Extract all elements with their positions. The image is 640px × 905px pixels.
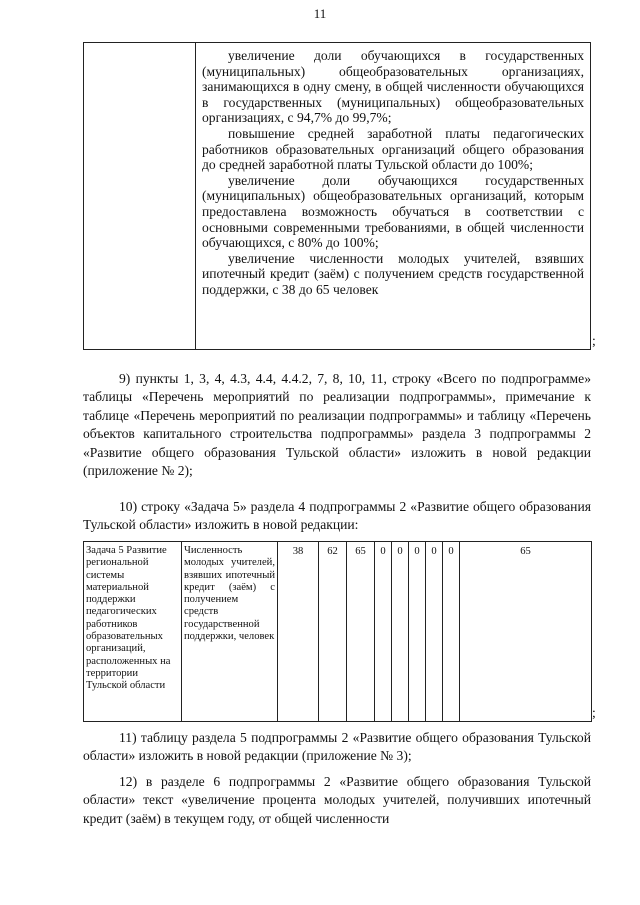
target-item: увеличение доли обучающихся в государственных (муниципальных) общеобразовательных организациях, занимающихся в одну смену, в общей численности обучающихся в государственных (муниципальных) общеобразовательных организациях, с 94,7% до 99,7%; bbox=[202, 48, 584, 126]
page-number: 11 bbox=[313, 6, 327, 21]
target-item: увеличение доли обучающихся государственных (муниципальных) общеобразовательных организаций, которым предоставлена возможность обучаться в соответствии с основными современными требованиями, в общей численности обучающихся, с 80% до 100%; bbox=[202, 172, 584, 251]
value-cell: 38 bbox=[278, 542, 319, 722]
paragraph-12: 12) в разделе 6 подпрограммы 2 «Развитие общего образования Тульской области» текст «увеличение процента молодых учителей, получивших ипотечный кредит (заём) в текущем году, от общей численности bbox=[83, 774, 591, 826]
value-cell: 0 bbox=[375, 542, 392, 722]
task5-table bbox=[83, 541, 592, 722]
value-cell: 0 bbox=[392, 542, 409, 722]
value-cell: 0 bbox=[409, 542, 426, 722]
targets-table bbox=[83, 42, 591, 350]
empty-cell bbox=[84, 43, 196, 350]
paragraph-10: 10) строку «Задача 5» раздела 4 подпрограммы 2 «Развитие общего образования Тульской области» изложить в новой редакции: bbox=[83, 499, 591, 533]
table-end-semicolon: ; bbox=[592, 333, 596, 348]
indicator-cell: Численность молодых учителей, взявших ипотечный кредит (заём) с получением средств государственной поддержки, человек bbox=[182, 542, 278, 722]
target-item: повышение средней заработной платы педагогических работников образовательных организаций общего образования до средней заработной платы Тульской области до 100%; bbox=[202, 125, 584, 173]
table-end-semicolon: ; bbox=[592, 705, 596, 720]
paragraph-11: 11) таблицу раздела 5 подпрограммы 2 «Развитие общего образования Тульской области» изложить в новой редакции (приложение № 3); bbox=[83, 730, 591, 764]
value-cell: 0 bbox=[426, 542, 443, 722]
value-cell: 62 bbox=[319, 542, 347, 722]
value-cell: 65 bbox=[347, 542, 375, 722]
paragraph-9: 9) пункты 1, 3, 4, 4.3, 4.4, 4.4.2, 7, 8, 10, 11, строку «Всего по подпрограмме» таблицы «Перечень мероприятий по реализации подпрограммы», примечание к таблице «Перечень мероприятий по реализации подпрограммы» и таблицу «Перечень объектов капитального строительства подпрограммы» раздела 3 подпрограммы 2 «Развитие общего образования Тульской области» изложить в новой редакции (приложение № 2); bbox=[83, 371, 591, 479]
value-cell: 65 bbox=[460, 542, 592, 722]
targets-cell bbox=[196, 43, 591, 350]
value-cell: 0 bbox=[443, 542, 460, 722]
target-item: увеличение численности молодых учителей, взявших ипотечный кредит (заём) с получением средств государственной поддержки, с 38 до 65 человек bbox=[202, 250, 584, 297]
task-cell: Задача 5 Развитие региональной системы материальной поддержки педагогических работников образовательных организаций, расположенных на территории Тульской области bbox=[84, 542, 182, 722]
